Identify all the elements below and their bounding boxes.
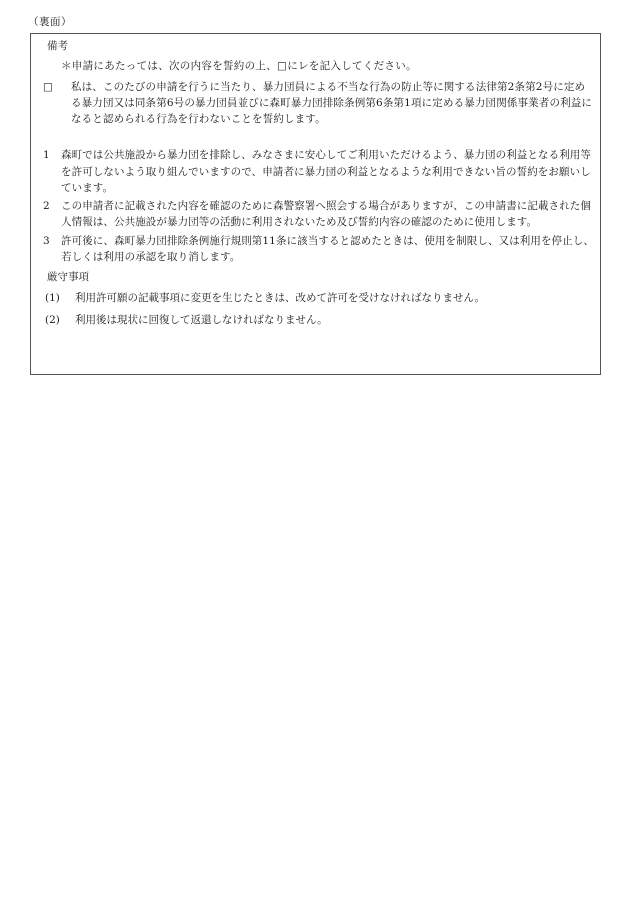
list-item-text: この申請者に記載された内容を確認のために森警察署へ照会する場合がありますが、この申請書に記載された個人情報は、公共施設が暴力団等の活動に利用されないため及び誓約内容の確認のために使用します。 (61, 200, 591, 229)
rules-title: 厳守事項 (47, 271, 89, 284)
rule-text: 利用後は現状に回復して返還しなければなりません。 (75, 313, 328, 326)
spacer (41, 127, 594, 145)
list-item-number: 1 (43, 149, 50, 162)
rule-text: 利用許可願の記載事項に変更を生じたときは、改めて許可を受けなければなりません。 (75, 292, 486, 305)
list-item-text: 森町では公共施設から暴力団を排除し、みなさまに安心してご利用いただけるよう、暴力団の利益となる利用等を許可しないよう取り組んでいますので、申請者に暴力団の利益となるような利用できない旨の誓約をお願いしています。 (61, 149, 591, 194)
rule-number: (2) (45, 313, 60, 326)
remarks-title: 備考 (47, 40, 68, 52)
oath-text: 私は、このたびの申請を行うに当たり、暴力団員による不当な行為の防止等に関する法律第2条第2号に定める暴力団又は同条第6号の暴力団員並びに森町暴力団排除条例第6条第1項に定める暴力団関係事業者の利益になると認められる行為を行わないことを誓約します。 (71, 80, 593, 126)
oath-checkbox[interactable]: □ (43, 80, 53, 93)
oath-statement (41, 79, 594, 128)
list-item-number: 2 (43, 200, 50, 213)
remarks-box (30, 33, 601, 375)
list-item (41, 233, 594, 266)
rule-number: (1) (45, 292, 60, 305)
page-side-label: （裏面） (28, 16, 72, 28)
list-item-text: 許可後に、森町暴力団排除条例施行規則第11条に該当すると認めたときは、使用を制限し、又は利用を停止し、若しくは利用の承認を取り消します。 (61, 234, 594, 263)
list-item (41, 147, 594, 196)
instruction-note: ＊申請にあたっては、次の内容を誓約の上、□にレを記入してください。 (61, 60, 417, 73)
list-item (41, 198, 594, 231)
list-item-number: 3 (43, 234, 50, 247)
rule-item (41, 290, 594, 306)
rule-item (41, 312, 594, 328)
